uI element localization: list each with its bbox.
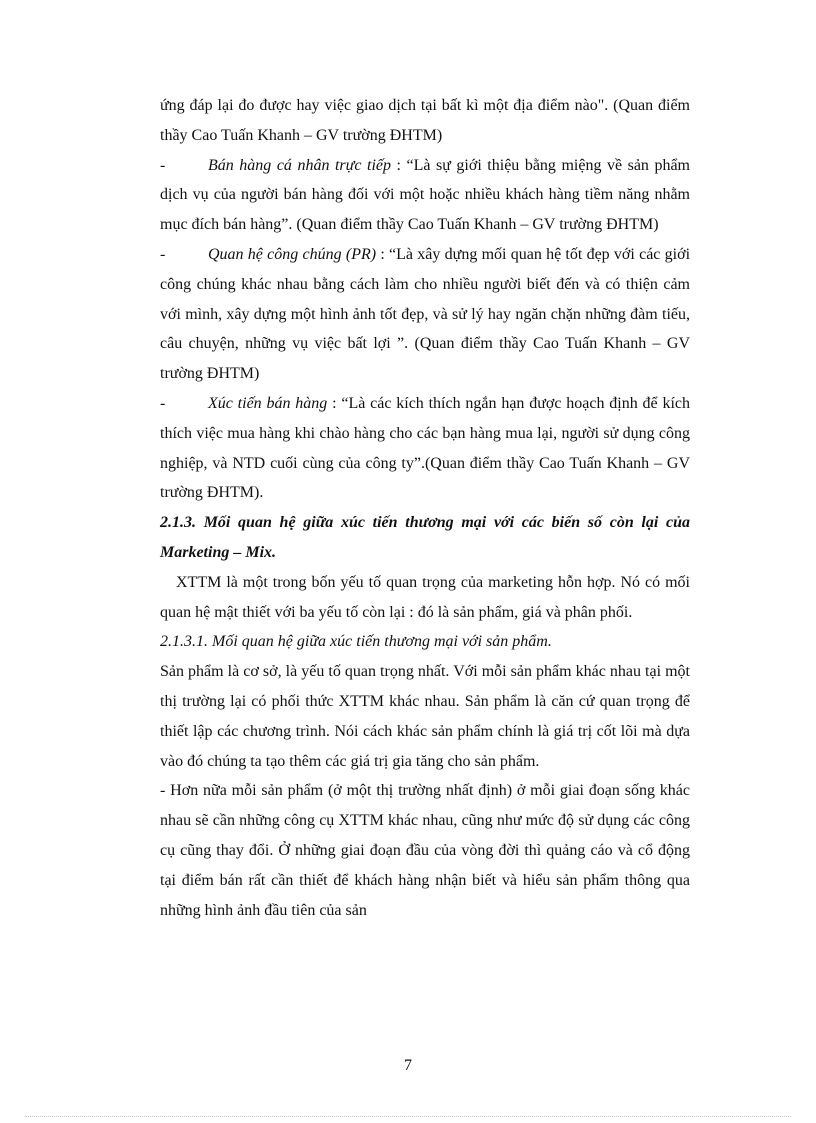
paragraph-product-basis: Sản phẩm là cơ sở, là yếu tố quan trọng nhất. Với mỗi sản phẩm khác nhau tại một thị trường lại có phối thức XTTM khác nhau. Sản phẩm là căn cứ quan trọng để thiết lập các chương trình. Nói cách khác sản phẩm chính là giá trị cốt lõi mà dựa vào đó chúng ta tạo thêm các giá trị gia tăng cho sản phẩm. [160,663,690,770]
term-public-relations: Quan hệ công chúng (PR) [208,245,377,263]
section-heading-2-1-3: 2.1.3. Mối quan hệ giữa xúc tiến thương mại với các biến số còn lại của Marketing – Mix. [160,514,690,561]
definition-public-relations: : “Là xây dựng mối quan hệ tốt đẹp với các giới công chúng khác nhau bằng cách làm cho nhiều người biết đến và có thiện cảm với mình, xây dựng một hình ảnh tốt đẹp, và sử lý hay ngăn chặn những đàm tiếu, câu chuyện, những vụ việc bất lợi ”. (Quan điểm thầy Cao Tuấn Khanh – GV trường ĐHTM) [160,245,691,383]
bullet-personal-selling [160,151,690,240]
bullet-mark: - [160,245,166,263]
definition-sales-promotion: : “Là các kích thích ngắn hạn được hoạch định để kích thích việc mua hàng khi chào hàng cho các bạn hàng mua lại, người sử dụng công nghiệp, và NTD cuối cùng của công ty”.(Quan điểm thầy Cao Tuấn Khanh – GV trường ĐHTM). [160,394,690,502]
section-heading-2-1-3-1: 2.1.3.1. Mối quan hệ giữa xúc tiến thương mại với sản phẩm. [160,633,552,651]
paragraph-product-lifecycle: - Hơn nữa mỗi sản phẩm (ở một thị trường nhất định) ở mỗi giai đoạn sống khác nhau sẽ cần những công cụ XTTM khác nhau, cũng như mức độ sử dụng các công cụ cũng thay đổi. Ở những giai đoạn đầu của vòng đời thì quảng cáo và cổ động tại điểm bán rất cần thiết để khách hàng nhận biết và hiểu sản phẩm thông qua những hình ảnh đầu tiên của sản [160,782,690,919]
definition-personal-selling: : “Là sự giới thiệu bằng miệng về sản phẩm dịch vụ của người bán hàng đối với một hoặc nhiều khách hàng tiềm năng nhằm mục đích bán hàng”. (Quan điểm thầy Cao Tuấn Khanh – GV trường ĐHTM) [160,156,690,234]
bullet-sales-promotion [160,389,690,508]
paragraph-xttm-role: XTTM là một trong bốn yếu tố quan trọng của marketing hỗn hợp. Nó có mối quan hệ mật thiết với ba yếu tố còn lại : đó là sản phẩm, giá và phân phối. [160,573,690,621]
bullet-public-relations [160,240,690,389]
page-content [160,91,690,925]
page-number: 7 [404,1057,412,1074]
page-bottom-border [25,1116,791,1117]
bullet-mark: - [160,394,166,412]
paragraph-continuation: ứng đáp lại đo được hay việc giao dịch tại bất kì một địa điểm nào". (Quan điểm thầy Cao Tuấn Khanh – GV trường ĐHTM) [160,97,690,144]
term-personal-selling: Bán hàng cá nhân trực tiếp [208,156,391,174]
term-sales-promotion: Xúc tiến bán hàng [208,394,328,412]
bullet-mark: - [160,156,166,174]
